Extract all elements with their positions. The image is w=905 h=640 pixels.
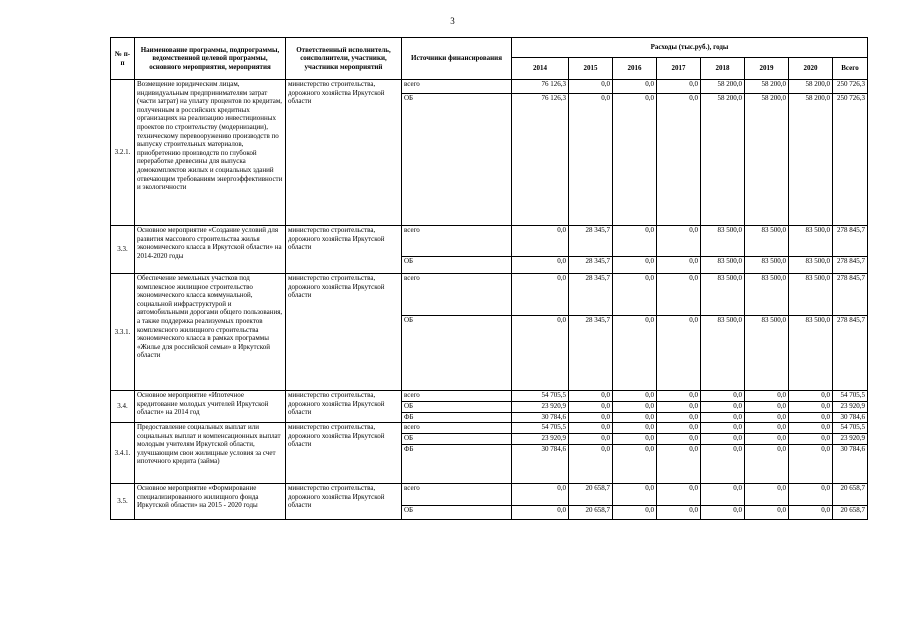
amount-cell: 23 920,9 [512,434,569,445]
item-name: Возмещение юридическим лицам, индивидуальным предпринимателям затрат (части затрат) на уплату процентов по кредитам, полученным в российских кредитных организациях на реализацию инвестиционных проектов по строительству (модернизации), техническому перевооружению производств по выпуску строительных материалов, приобретению производств по глубокой переработке древесины для выпуска домокомплектов жилых и социальных зданий отвечающим требованиям энергоэффективности и экологичности [135,80,286,226]
amount-cell: 83 500,0 [701,274,745,316]
item-code: 3.3.1. [111,274,135,391]
amount-cell: 0,0 [512,257,569,274]
item-code: 3.2.1. [111,80,135,226]
amount-cell: 0,0 [613,94,657,226]
funding-source: всего [402,80,512,94]
amount-cell: 0,0 [569,94,613,226]
total-cell: 250 726,3 [833,80,868,94]
amount-cell: 0,0 [657,257,701,274]
funding-source: ОБ [402,94,512,226]
funding-source: ОБ [402,257,512,274]
amount-cell: 0,0 [613,445,657,484]
amount-cell: 0,0 [613,484,657,506]
amount-cell: 0,0 [657,434,701,445]
amount-cell: 0,0 [569,413,613,423]
total-cell: 20 658,7 [833,484,868,506]
header-year: 2017 [657,58,701,80]
amount-cell: 83 500,0 [701,257,745,274]
amount-cell: 0,0 [745,391,789,402]
amount-cell: 0,0 [657,423,701,434]
amount-cell: 83 500,0 [789,274,833,316]
amount-cell: 0,0 [657,445,701,484]
amount-cell: 0,0 [613,316,657,391]
amount-cell: 30 784,6 [512,413,569,423]
amount-cell: 0,0 [745,413,789,423]
total-cell: 278 845,7 [833,274,868,316]
header-name: Наименование программы, подпрограммы, ведомственной целевой программы, основного мероприятия, мероприятия [135,38,286,80]
amount-cell: 20 658,7 [569,506,613,520]
amount-cell: 54 705,5 [512,423,569,434]
header-year: 2018 [701,58,745,80]
amount-cell: 83 500,0 [745,257,789,274]
amount-cell: 0,0 [657,484,701,506]
item-code: 3.5. [111,484,135,520]
funding-source: ОБ [402,402,512,413]
header-source: Источники финансирования [402,38,512,80]
amount-cell: 0,0 [657,413,701,423]
amount-cell: 76 126,3 [512,80,569,94]
amount-cell: 83 500,0 [745,226,789,257]
amount-cell: 0,0 [512,274,569,316]
amount-cell: 58 200,0 [789,80,833,94]
amount-cell: 0,0 [701,402,745,413]
total-cell: 250 726,3 [833,94,868,226]
header-year: 2020 [789,58,833,80]
total-cell: 54 705,5 [833,423,868,434]
table-row [111,484,868,506]
amount-cell: 83 500,0 [789,257,833,274]
amount-cell: 0,0 [789,413,833,423]
funding-table [110,37,868,520]
amount-cell: 0,0 [657,226,701,257]
amount-cell: 0,0 [569,402,613,413]
amount-cell: 0,0 [745,506,789,520]
table-row [111,274,868,316]
item-name: Основное мероприятие «Ипотечное кредитование молодых учителей Иркутской области» на 2014 год [135,391,286,423]
amount-cell: 0,0 [745,445,789,484]
amount-cell: 28 345,7 [569,316,613,391]
amount-cell: 0,0 [569,80,613,94]
amount-cell: 0,0 [657,316,701,391]
item-code: 3.4.1. [111,423,135,484]
item-code: 3.3. [111,226,135,274]
amount-cell: 0,0 [789,391,833,402]
total-cell: 23 920,9 [833,434,868,445]
amount-cell: 20 658,7 [569,484,613,506]
funding-source: ОБ [402,316,512,391]
item-executor: министерство строительства, дорожного хозяйства Иркутской области [286,484,402,520]
amount-cell: 0,0 [745,402,789,413]
funding-source: ОБ [402,434,512,445]
amount-cell: 0,0 [701,445,745,484]
amount-cell: 0,0 [613,434,657,445]
amount-cell: 0,0 [657,94,701,226]
funding-source: всего [402,391,512,402]
amount-cell: 58 200,0 [745,80,789,94]
amount-cell: 0,0 [613,391,657,402]
amount-cell: 28 345,7 [569,257,613,274]
amount-cell: 0,0 [657,391,701,402]
total-cell: 278 845,7 [833,257,868,274]
amount-cell: 0,0 [569,445,613,484]
header-year: 2016 [613,58,657,80]
amount-cell: 0,0 [701,484,745,506]
funding-source: всего [402,484,512,506]
total-cell: 20 658,7 [833,506,868,520]
amount-cell: 0,0 [701,434,745,445]
funding-source: ФБ [402,445,512,484]
amount-cell: 0,0 [512,226,569,257]
funding-source: всего [402,226,512,257]
item-name: Обеспечение земельных участков под комплексное жилищное строительство экономического класса коммунальной, социальной инфраструктурой и автомобильными дорогами общего пользования, а также поддержка реализуемых проектов комплексного жилищного строительства экономического класса в рамках программы «Жилье для российской семьи» в Иркутской области [135,274,286,391]
total-cell: 23 920,9 [833,402,868,413]
amount-cell: 28 345,7 [569,226,613,257]
amount-cell: 0,0 [613,257,657,274]
amount-cell: 58 200,0 [701,94,745,226]
amount-cell: 0,0 [613,506,657,520]
funding-source: ОБ [402,506,512,520]
amount-cell: 0,0 [657,402,701,413]
amount-cell: 0,0 [613,402,657,413]
amount-cell: 0,0 [613,226,657,257]
amount-cell: 0,0 [789,445,833,484]
header-executor: Ответственный исполнитель, соисполнители, участники, участники мероприятий [286,38,402,80]
header-total: Всего [833,58,868,80]
total-cell: 278 845,7 [833,226,868,257]
header-year: 2015 [569,58,613,80]
amount-cell: 83 500,0 [745,274,789,316]
item-executor: министерство строительства, дорожного хозяйства Иркутской области [286,391,402,423]
table-row [111,391,868,402]
amount-cell: 0,0 [701,506,745,520]
amount-cell: 0,0 [745,434,789,445]
amount-cell: 30 784,6 [512,445,569,484]
total-cell: 54 705,5 [833,391,868,402]
amount-cell: 83 500,0 [789,316,833,391]
item-name: Основное мероприятие «Формирование специализированного жилищного фонда Иркутской области» на 2015 - 2020 годы [135,484,286,520]
amount-cell: 0,0 [569,391,613,402]
item-executor: министерство строительства, дорожного хозяйства Иркутской области [286,274,402,391]
amount-cell: 0,0 [569,423,613,434]
amount-cell: 0,0 [613,413,657,423]
amount-cell: 23 920,9 [512,402,569,413]
table-body [111,80,868,520]
amount-cell: 54 705,5 [512,391,569,402]
total-cell: 30 784,6 [833,445,868,484]
amount-cell: 0,0 [613,274,657,316]
amount-cell: 0,0 [569,434,613,445]
table-row [111,226,868,257]
amount-cell: 0,0 [512,316,569,391]
amount-cell: 0,0 [657,80,701,94]
total-cell: 278 845,7 [833,316,868,391]
item-executor: министерство строительства, дорожного хозяйства Иркутской области [286,423,402,484]
header-year: 2014 [512,58,569,80]
table-row [111,80,868,94]
amount-cell: 83 500,0 [701,226,745,257]
amount-cell: 0,0 [789,484,833,506]
item-name: Предоставление социальных выплат или социальных выплат и компенсационных выплат молодым учителям Иркутской области, улучшающим свои жилищные условия за счет ипотечного кредита (займа) [135,423,286,484]
amount-cell: 83 500,0 [789,226,833,257]
amount-cell: 0,0 [512,506,569,520]
amount-cell: 0,0 [701,391,745,402]
amount-cell: 0,0 [789,423,833,434]
amount-cell: 0,0 [613,423,657,434]
amount-cell: 76 126,3 [512,94,569,226]
amount-cell: 0,0 [745,423,789,434]
amount-cell: 0,0 [701,413,745,423]
table-row [111,423,868,434]
amount-cell: 0,0 [657,274,701,316]
amount-cell: 58 200,0 [745,94,789,226]
page-number: 3 [450,16,455,26]
funding-source: ФБ [402,413,512,423]
amount-cell: 0,0 [613,80,657,94]
amount-cell: 0,0 [789,506,833,520]
amount-cell: 83 500,0 [701,316,745,391]
header-year: 2019 [745,58,789,80]
amount-cell: 0,0 [512,484,569,506]
funding-source: всего [402,423,512,434]
amount-cell: 0,0 [789,402,833,413]
header-num: № п-п [111,38,135,80]
item-code: 3.4. [111,391,135,423]
amount-cell: 83 500,0 [745,316,789,391]
amount-cell: 58 200,0 [701,80,745,94]
amount-cell: 0,0 [701,423,745,434]
item-executor: министерство строительства, дорожного хозяйства Иркутской области [286,80,402,226]
funding-source: всего [402,274,512,316]
item-executor: министерство строительства, дорожного хозяйства Иркутской области [286,226,402,274]
amount-cell: 0,0 [657,506,701,520]
total-cell: 30 784,6 [833,413,868,423]
amount-cell: 0,0 [745,484,789,506]
amount-cell: 0,0 [789,434,833,445]
amount-cell: 28 345,7 [569,274,613,316]
amount-cell: 58 200,0 [789,94,833,226]
item-name: Основное мероприятие «Создание условий для развития массового строительства жилья экономического класса в Иркутской области» на 2014-2020 годы [135,226,286,274]
header-expenses: Расходы (тыс.руб.), годы [512,38,868,58]
